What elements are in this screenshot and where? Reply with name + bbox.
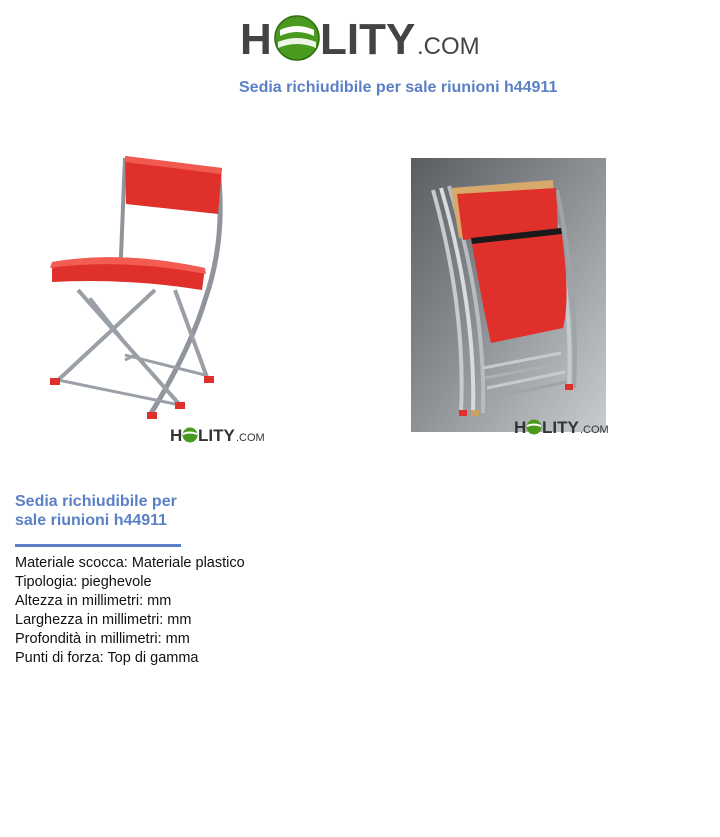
site-logo[interactable] [240,10,485,66]
spec-item: Tipologia: pieghevole [15,574,152,590]
spec-item: Larghezza in millimetri: mm [15,612,192,628]
logo-wordmark: LITY [320,15,416,64]
product-details [15,492,255,668]
chair-folded-stack-image [411,158,606,432]
spec-item: Profondità in millimetri: mm [15,631,190,647]
logo-globe-icon [275,16,319,60]
chair-open-watermark [170,424,270,446]
svg-text:H: H [170,426,183,445]
watermark-globe-icon [527,420,542,435]
svg-text:LITY: LITY [198,426,235,445]
watermark-globe-icon [183,428,198,443]
product-name-line-2: sale riunioni h44911 [15,512,168,529]
spec-item: Altezza in millimetri: mm [15,593,172,609]
spec-item: Punti di forza: Top di gamma [15,650,199,666]
chair-folded-watermark [514,416,614,438]
logo-suffix: .COM [417,33,480,60]
chair-open-image [30,150,270,425]
svg-text:.COM: .COM [580,424,609,436]
svg-text:H: H [514,418,527,437]
logo-letter-h: H [240,15,272,64]
spec-list [15,554,255,668]
page-title: Sedia richiudibile per sale riunioni h44911 [239,79,558,96]
product-divider [15,544,181,547]
svg-text:LITY: LITY [542,418,579,437]
product-name [15,492,190,530]
product-name-line-1: Sedia richiudibile per [15,493,177,510]
svg-text:.COM: .COM [236,432,265,444]
spec-item: Materiale scocca: Materiale plastico [15,555,245,571]
